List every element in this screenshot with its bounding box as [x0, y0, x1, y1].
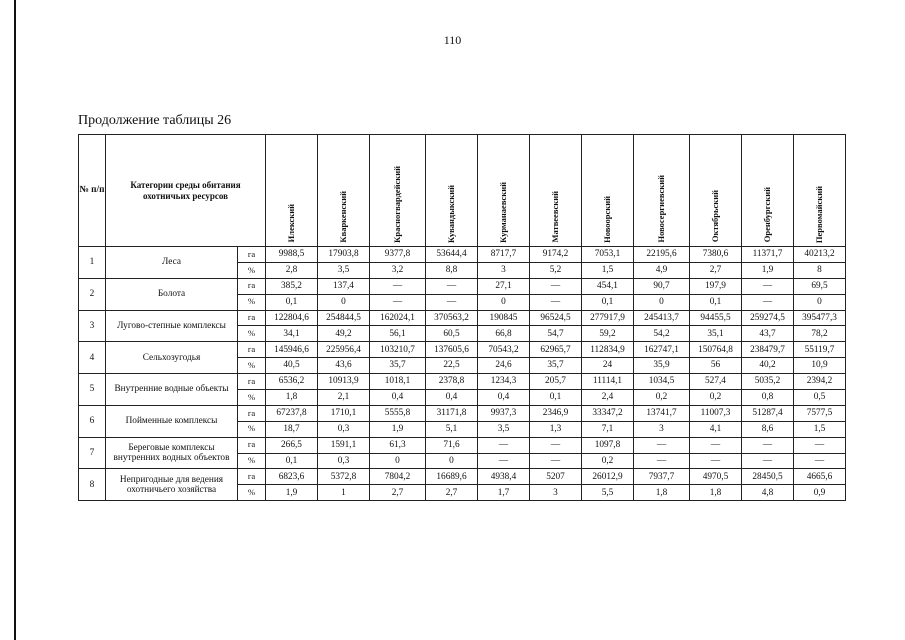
cell-area-ha: 266,5 [266, 437, 318, 453]
cell-percent: 0 [794, 294, 846, 310]
row-number: 2 [79, 278, 106, 310]
cell-percent: 54,7 [530, 326, 582, 342]
district-name: Оренбургский [761, 187, 772, 243]
header-district [318, 135, 370, 247]
cell-area-ha: — [742, 278, 794, 294]
table-row [79, 278, 846, 294]
cell-area-ha: 1591,1 [318, 437, 370, 453]
cell-percent: — [690, 453, 742, 469]
cell-area-ha: 259274,5 [742, 310, 794, 326]
cell-percent: — [478, 453, 530, 469]
cell-area-ha: 190845 [478, 310, 530, 326]
cell-percent: 40,5 [266, 358, 318, 374]
cell-area-ha: — [370, 278, 426, 294]
cell-area-ha: 6823,6 [266, 469, 318, 485]
cell-area-ha: 55119,7 [794, 342, 846, 358]
header-district [690, 135, 742, 247]
cell-area-ha: 4938,4 [478, 469, 530, 485]
cell-percent: 0,1 [582, 294, 634, 310]
cell-percent: 40,2 [742, 358, 794, 374]
cell-area-ha: 454,1 [582, 278, 634, 294]
habitat-table [78, 134, 846, 501]
cell-area-ha: 31171,8 [426, 405, 478, 421]
cell-area-ha: 9937,3 [478, 405, 530, 421]
cell-percent: 35,7 [530, 358, 582, 374]
cell-percent: 0,2 [582, 453, 634, 469]
cell-percent: 60,5 [426, 326, 478, 342]
district-name: Илекский [285, 204, 296, 243]
cell-area-ha: 370563,2 [426, 310, 478, 326]
cell-area-ha: 7804,2 [370, 469, 426, 485]
unit-percent: % [238, 294, 266, 310]
cell-percent: 0,4 [370, 390, 426, 406]
cell-percent: 0 [370, 453, 426, 469]
unit-ha: га [238, 342, 266, 358]
row-number: 3 [79, 310, 106, 342]
cell-percent: 5,5 [582, 485, 634, 501]
cell-percent: 7,1 [582, 421, 634, 437]
table-row [79, 374, 846, 390]
cell-percent: 43,7 [742, 326, 794, 342]
cell-percent: 0 [634, 294, 690, 310]
cell-area-ha: 22195,6 [634, 247, 690, 263]
cell-area-ha: 5372,8 [318, 469, 370, 485]
page-edge-rule [14, 0, 16, 640]
cell-area-ha: 7937,7 [634, 469, 690, 485]
header-district [370, 135, 426, 247]
cell-area-ha: 5035,2 [742, 374, 794, 390]
district-name: Кваркенский [337, 191, 348, 243]
unit-percent: % [238, 453, 266, 469]
table-body [79, 247, 846, 501]
cell-percent: 0,4 [478, 390, 530, 406]
cell-area-ha: 11114,1 [582, 374, 634, 390]
cell-area-ha: 27,1 [478, 278, 530, 294]
unit-percent: % [238, 390, 266, 406]
district-name: Кувандыкский [445, 184, 456, 243]
unit-percent: % [238, 421, 266, 437]
cell-percent: 1,5 [794, 421, 846, 437]
cell-percent: 0,3 [318, 421, 370, 437]
unit-ha: га [238, 405, 266, 421]
cell-area-ha: 225956,4 [318, 342, 370, 358]
cell-percent: 0,1 [266, 294, 318, 310]
cell-area-ha: 96524,5 [530, 310, 582, 326]
cell-area-ha: 137605,6 [426, 342, 478, 358]
cell-area-ha: 5207 [530, 469, 582, 485]
cell-area-ha: 8717,7 [478, 247, 530, 263]
cell-area-ha: 13741,7 [634, 405, 690, 421]
cell-percent: 2,1 [318, 390, 370, 406]
cell-percent: — [426, 294, 478, 310]
cell-percent: 1,7 [478, 485, 530, 501]
cell-area-ha: 385,2 [266, 278, 318, 294]
cell-area-ha: 6536,2 [266, 374, 318, 390]
header-district [794, 135, 846, 247]
cell-area-ha: — [794, 437, 846, 453]
cell-percent: 0 [478, 294, 530, 310]
cell-percent: 78,2 [794, 326, 846, 342]
row-category: Пойменные комплексы [106, 405, 238, 437]
cell-area-ha: 94455,5 [690, 310, 742, 326]
row-category: Сельхозугодья [106, 342, 238, 374]
cell-percent: 2,8 [266, 262, 318, 278]
cell-area-ha: 145946,6 [266, 342, 318, 358]
cell-percent: 8,8 [426, 262, 478, 278]
cell-area-ha: 62965,7 [530, 342, 582, 358]
header-district [634, 135, 690, 247]
cell-area-ha: 7380,6 [690, 247, 742, 263]
unit-percent: % [238, 485, 266, 501]
cell-area-ha: 1710,1 [318, 405, 370, 421]
header-district [478, 135, 530, 247]
cell-area-ha: — [478, 437, 530, 453]
row-number: 4 [79, 342, 106, 374]
cell-area-ha: 112834,9 [582, 342, 634, 358]
cell-percent: 1,9 [742, 262, 794, 278]
cell-percent: 56,1 [370, 326, 426, 342]
cell-area-ha: — [690, 437, 742, 453]
cell-percent: 10,9 [794, 358, 846, 374]
cell-area-ha: 9174,2 [530, 247, 582, 263]
cell-area-ha: 61,3 [370, 437, 426, 453]
cell-percent: 18,7 [266, 421, 318, 437]
cell-percent: — [530, 294, 582, 310]
cell-area-ha: 17903,8 [318, 247, 370, 263]
unit-percent: % [238, 262, 266, 278]
cell-percent: 1 [318, 485, 370, 501]
cell-percent: 3,5 [478, 421, 530, 437]
table-row [79, 342, 846, 358]
cell-percent: 24,6 [478, 358, 530, 374]
cell-area-ha: 197,9 [690, 278, 742, 294]
cell-percent: — [742, 294, 794, 310]
cell-area-ha: 5555,8 [370, 405, 426, 421]
cell-percent: 35,7 [370, 358, 426, 374]
district-name: Курманаевский [497, 181, 508, 243]
cell-area-ha: 4665,6 [794, 469, 846, 485]
unit-ha: га [238, 278, 266, 294]
cell-percent: 0,3 [318, 453, 370, 469]
row-number: 1 [79, 247, 106, 279]
cell-percent: 5,1 [426, 421, 478, 437]
row-category: Лугово-степные комплексы [106, 310, 238, 342]
cell-area-ha: 4970,5 [690, 469, 742, 485]
cell-percent: 0,4 [426, 390, 478, 406]
unit-ha: га [238, 247, 266, 263]
cell-percent: 56 [690, 358, 742, 374]
cell-percent: 1,9 [370, 421, 426, 437]
cell-area-ha: 2346,9 [530, 405, 582, 421]
cell-percent: — [370, 294, 426, 310]
unit-percent: % [238, 358, 266, 374]
cell-area-ha: 1034,5 [634, 374, 690, 390]
page-number: 110 [443, 33, 462, 47]
cell-percent: 35,9 [634, 358, 690, 374]
table-row [79, 310, 846, 326]
cell-percent: 5,2 [530, 262, 582, 278]
row-number: 8 [79, 469, 106, 501]
cell-area-ha: 527,4 [690, 374, 742, 390]
header-number: № п/п [79, 135, 106, 247]
cell-percent: 54,2 [634, 326, 690, 342]
cell-percent: 0,9 [794, 485, 846, 501]
row-category: Непригодные для ведения охотничьего хозяйства [106, 469, 238, 501]
table-header-row [79, 135, 846, 247]
cell-area-ha: 2394,2 [794, 374, 846, 390]
cell-area-ha: 69,5 [794, 278, 846, 294]
unit-percent: % [238, 326, 266, 342]
cell-percent: 1,9 [266, 485, 318, 501]
table-row [79, 469, 846, 485]
cell-area-ha: 1018,1 [370, 374, 426, 390]
cell-area-ha: 1097,8 [582, 437, 634, 453]
cell-area-ha: 162747,1 [634, 342, 690, 358]
cell-area-ha: 277917,9 [582, 310, 634, 326]
cell-percent: 2,4 [582, 390, 634, 406]
cell-area-ha: 67237,8 [266, 405, 318, 421]
table-row [79, 247, 846, 263]
header-category: Категории среды обитания охотничьих ресурсов [106, 135, 266, 247]
cell-area-ha: — [634, 437, 690, 453]
cell-area-ha: — [530, 437, 582, 453]
header-district [266, 135, 318, 247]
cell-area-ha: 28450,5 [742, 469, 794, 485]
header-district [426, 135, 478, 247]
cell-percent: 0,1 [530, 390, 582, 406]
cell-area-ha: 7577,5 [794, 405, 846, 421]
cell-area-ha: 2378,8 [426, 374, 478, 390]
cell-area-ha: 10913,9 [318, 374, 370, 390]
cell-area-ha: 137,4 [318, 278, 370, 294]
unit-ha: га [238, 310, 266, 326]
row-category: Болота [106, 278, 238, 310]
cell-area-ha: 33347,2 [582, 405, 634, 421]
unit-ha: га [238, 374, 266, 390]
district-name: Первомайский [813, 185, 824, 243]
district-name: Октябрьский [709, 190, 720, 243]
cell-area-ha: — [426, 278, 478, 294]
cell-area-ha: 53644,4 [426, 247, 478, 263]
cell-area-ha: 70543,2 [478, 342, 530, 358]
cell-area-ha: 122804,6 [266, 310, 318, 326]
cell-percent: — [634, 453, 690, 469]
cell-percent: 1,8 [266, 390, 318, 406]
cell-area-ha: 245413,7 [634, 310, 690, 326]
cell-area-ha: 150764,8 [690, 342, 742, 358]
unit-ha: га [238, 469, 266, 485]
row-number: 5 [79, 374, 106, 406]
cell-percent: 0,5 [794, 390, 846, 406]
cell-percent: 0,2 [690, 390, 742, 406]
cell-percent: 35,1 [690, 326, 742, 342]
cell-area-ha: 103210,7 [370, 342, 426, 358]
cell-area-ha: 238479,7 [742, 342, 794, 358]
cell-area-ha: 7053,1 [582, 247, 634, 263]
district-name: Новоорский [601, 195, 612, 243]
cell-area-ha: 71,6 [426, 437, 478, 453]
cell-percent: — [742, 453, 794, 469]
cell-area-ha: 9377,8 [370, 247, 426, 263]
district-name: Матвеевский [549, 191, 560, 243]
cell-percent: 34,1 [266, 326, 318, 342]
cell-percent: 1,8 [690, 485, 742, 501]
cell-percent: 3,5 [318, 262, 370, 278]
cell-percent: 0,1 [266, 453, 318, 469]
cell-percent: 24 [582, 358, 634, 374]
cell-percent: 0 [318, 294, 370, 310]
cell-area-ha: 90,7 [634, 278, 690, 294]
cell-percent: 2,7 [370, 485, 426, 501]
row-number: 7 [79, 437, 106, 469]
row-category: Береговые комплексы внутренних водных объектов [106, 437, 238, 469]
table-row [79, 405, 846, 421]
cell-percent: 49,2 [318, 326, 370, 342]
cell-percent: 4,9 [634, 262, 690, 278]
cell-percent: 0,8 [742, 390, 794, 406]
cell-area-ha: 11371,7 [742, 247, 794, 263]
district-name: Новосергиевский [655, 175, 666, 243]
cell-percent: — [794, 453, 846, 469]
cell-percent: 0,1 [690, 294, 742, 310]
district-name: Красногвардейский [391, 165, 402, 243]
cell-area-ha: 205,7 [530, 374, 582, 390]
cell-percent: 43,6 [318, 358, 370, 374]
header-district [742, 135, 794, 247]
cell-percent: 4,8 [742, 485, 794, 501]
cell-percent: 3,2 [370, 262, 426, 278]
cell-area-ha: 16689,6 [426, 469, 478, 485]
unit-ha: га [238, 437, 266, 453]
cell-area-ha: 51287,4 [742, 405, 794, 421]
cell-area-ha: 162024,1 [370, 310, 426, 326]
cell-percent: 66,8 [478, 326, 530, 342]
cell-area-ha: — [742, 437, 794, 453]
cell-area-ha: 26012,9 [582, 469, 634, 485]
table-caption: Продолжение таблицы 26 [78, 113, 232, 128]
cell-area-ha: — [530, 278, 582, 294]
header-district [582, 135, 634, 247]
cell-percent: — [530, 453, 582, 469]
cell-percent: 22,5 [426, 358, 478, 374]
cell-percent: 8 [794, 262, 846, 278]
table-row [79, 437, 846, 453]
cell-percent: 1,5 [582, 262, 634, 278]
cell-percent: 2,7 [426, 485, 478, 501]
header-district [530, 135, 582, 247]
cell-percent: 1,8 [634, 485, 690, 501]
cell-percent: 3 [478, 262, 530, 278]
cell-area-ha: 1234,3 [478, 374, 530, 390]
row-category: Леса [106, 247, 238, 279]
cell-percent: 3 [634, 421, 690, 437]
cell-percent: 4,1 [690, 421, 742, 437]
cell-percent: 1,3 [530, 421, 582, 437]
cell-percent: 2,7 [690, 262, 742, 278]
cell-percent: 0,2 [634, 390, 690, 406]
cell-area-ha: 395477,3 [794, 310, 846, 326]
cell-percent: 3 [530, 485, 582, 501]
cell-area-ha: 40213,2 [794, 247, 846, 263]
row-category: Внутренние водные объекты [106, 374, 238, 406]
cell-percent: 59,2 [582, 326, 634, 342]
cell-area-ha: 9988,5 [266, 247, 318, 263]
cell-area-ha: 11007,3 [690, 405, 742, 421]
row-number: 6 [79, 405, 106, 437]
cell-percent: 0 [426, 453, 478, 469]
cell-area-ha: 254844,5 [318, 310, 370, 326]
cell-percent: 8,6 [742, 421, 794, 437]
